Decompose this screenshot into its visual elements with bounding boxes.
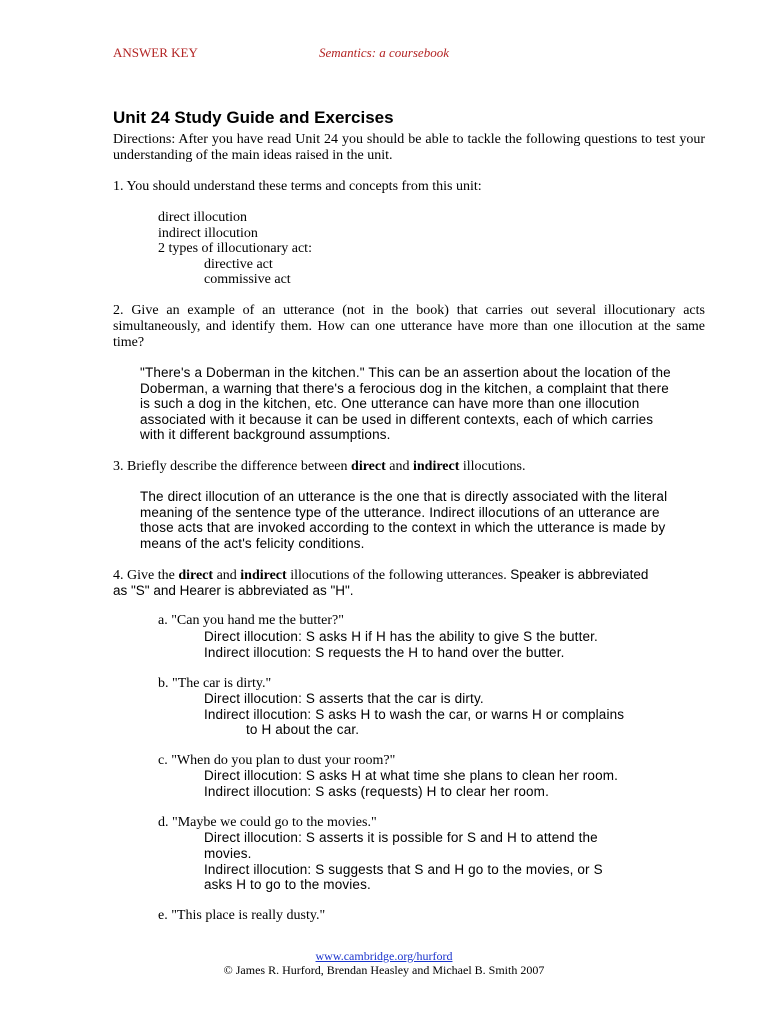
item-d-direct: Direct illocution: S asserts it is possible for S and H to attend the [204,830,598,845]
term-illocutionary-act-types: 2 types of illocutionary act: [158,241,312,256]
term-directive-act: directive act [204,257,273,272]
item-c-label: c. "When do you plan to dust your room?" [158,753,396,768]
item-c-direct: Direct illocution: S asks H at what time she plans to clean her room. [204,768,619,783]
directions-paragraph: Directions: After you have read Unit 24 you should be able to tackle the following questions to test your understanding of the main ideas raised in the unit. [113,132,705,163]
footer-copyright: © James R. Hurford, Brendan Heasley and Michael B. Smith 2007 [223,963,545,977]
item-a-label: a. "Can you hand me the butter?" [158,613,344,628]
footer-cambridge-link[interactable]: www.cambridge.org/hurford [315,949,453,963]
answer-2: "There's a Doberman in the kitchen." This can be an assertion about the location of the Doberman, a warning that there's a ferocious dog in the kitchen, a complaint that there is such a dog in the kitchen, etc. One utterance can have more than one illocution associated with it because it can be used in different contexts, each of which carries with it different background assumptions. [140,365,671,442]
item-b-direct: Direct illocution: S asserts that the car is dirty. [204,691,484,706]
answer-3: The direct illocution of an utterance is the one that is directly associated with the literal meaning of the sentence type of the utterance. Indirect illocutions of an utterance are those acts that are invoked according to the context in which the utterance is made by means of the act's felicity conditions. [140,489,668,551]
question-4-continued: as "S" and Hearer is abbreviated as "H". [113,583,354,598]
item-a-indirect: Indirect illocution: S requests the H to hand over the butter. [204,645,565,660]
question-2: 2. Give an example of an utterance (not in the book) that carries out several illocutionary acts simultaneously, and identify them. How can one utterance have more than one illocution at the same time? [113,303,705,350]
page-title: Unit 24 Study Guide and Exercises [113,108,394,127]
term-commissive-act: commissive act [204,272,291,287]
question-1: 1. You should understand these terms and concepts from this unit: [113,179,482,194]
header-book-title: Semantics: a coursebook [319,45,449,60]
term-indirect-illocution: indirect illocution [158,226,258,241]
question-3: 3. Briefly describe the difference between direct and indirect illocutions. [113,459,526,474]
question-4: 4. Give the direct and indirect illocutions of the following utterances. Speaker is abbreviated [113,567,649,583]
header-answer-key: ANSWER KEY [113,45,198,60]
item-b-label: b. "The car is dirty." [158,676,272,691]
item-d-indirect: Indirect illocution: S suggests that S and H go to the movies, or S [204,862,603,877]
item-b-indirect: Indirect illocution: S asks H to wash the car, or warns H or complains [204,707,625,722]
item-d-direct-continued: movies. [204,846,252,861]
item-d-indirect-continued: asks H to go to the movies. [204,877,371,892]
item-a-direct: Direct illocution: S asks H if H has the ability to give S the butter. [204,629,598,644]
item-c-indirect: Indirect illocution: S asks (requests) H to clear her room. [204,784,549,799]
item-b-indirect-continued: to H about the car. [246,722,360,737]
item-e-label: e. "This place is really dusty." [158,908,326,923]
item-d-label: d. "Maybe we could go to the movies." [158,815,377,830]
term-direct-illocution: direct illocution [158,210,248,225]
